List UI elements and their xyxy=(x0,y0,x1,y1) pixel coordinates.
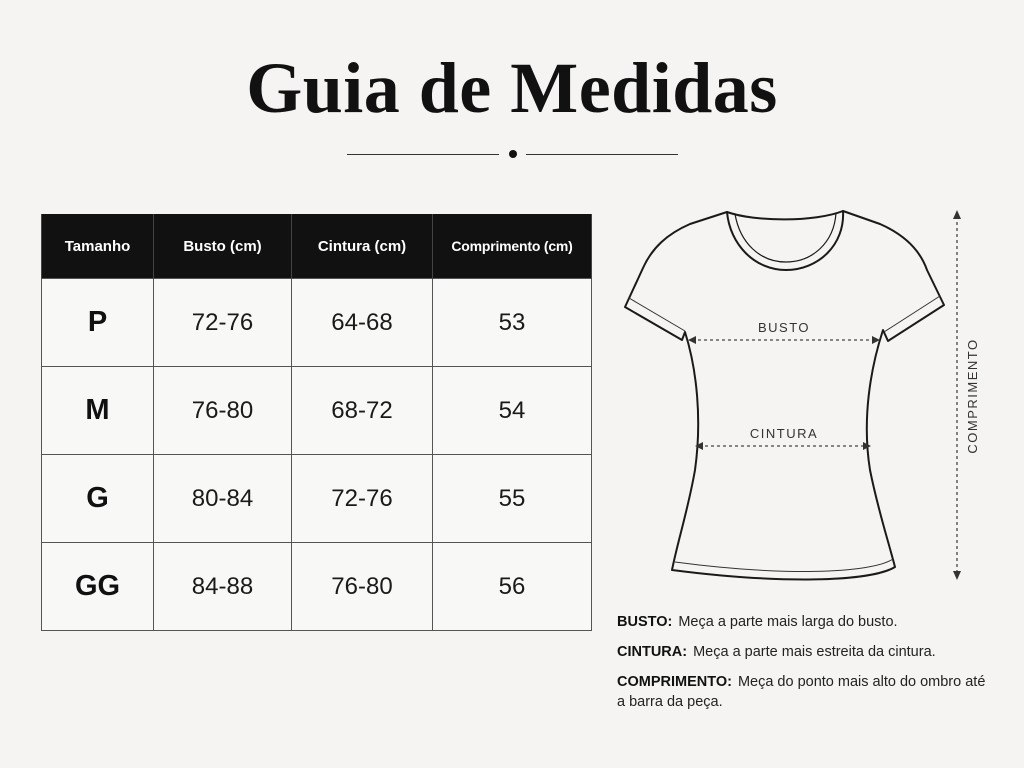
cintura-arrow-left xyxy=(695,442,703,450)
table-row xyxy=(42,543,592,631)
size-cell: M xyxy=(42,367,154,455)
header-comprimento: Comprimento (cm) xyxy=(433,214,592,279)
measurement-notes xyxy=(617,612,997,722)
comprimento-cell: 54 xyxy=(433,367,592,455)
table-row xyxy=(42,367,592,455)
comprimento-cell: 55 xyxy=(433,455,592,543)
title-divider-left xyxy=(347,154,499,155)
note-text: Meça a parte mais estreita da cintura. xyxy=(693,644,936,660)
note-key: BUSTO: xyxy=(617,614,673,630)
busto-arrow-left xyxy=(688,336,696,344)
header-cintura: Cintura (cm) xyxy=(292,214,433,279)
note-key: CINTURA: xyxy=(617,644,688,660)
table-row xyxy=(42,279,592,367)
page-title: Guia de Medidas xyxy=(246,48,778,128)
title-divider-dot xyxy=(509,150,517,158)
shirt-hem xyxy=(675,559,893,571)
comprimento-arrow-top xyxy=(953,210,961,219)
note-busto xyxy=(617,612,997,632)
cintura-label: CINTURA xyxy=(749,426,819,441)
note-key: COMPRIMENTO: xyxy=(617,674,732,690)
table-row xyxy=(42,455,592,543)
tshirt-diagram xyxy=(600,195,1020,595)
note-comprimento xyxy=(617,672,997,712)
cintura-cell: 72-76 xyxy=(292,455,433,543)
header-busto: Busto (cm) xyxy=(154,214,292,279)
size-cell: P xyxy=(42,279,154,367)
cintura-cell: 76-80 xyxy=(292,543,433,631)
size-table xyxy=(41,214,592,631)
busto-label: BUSTO xyxy=(757,320,811,335)
note-text: Meça do ponto mais alto do ombro até a barra da peça. xyxy=(617,674,986,710)
busto-cell: 76-80 xyxy=(154,367,292,455)
comprimento-cell: 56 xyxy=(433,543,592,631)
comprimento-cell: 53 xyxy=(433,279,592,367)
note-text: Meça a parte mais larga do busto. xyxy=(678,614,898,630)
cintura-cell: 68-72 xyxy=(292,367,433,455)
note-cintura xyxy=(617,642,997,662)
header-tamanho: Tamanho xyxy=(42,214,154,279)
tshirt-outline xyxy=(625,211,944,579)
comprimento-arrow-bottom xyxy=(953,571,961,580)
comprimento-label: COMPRIMENTO xyxy=(965,338,980,454)
size-cell: G xyxy=(42,455,154,543)
table-header-row xyxy=(42,214,592,279)
busto-cell: 72-76 xyxy=(154,279,292,367)
title-divider-right xyxy=(526,154,678,155)
size-cell: GG xyxy=(42,543,154,631)
busto-cell: 84-88 xyxy=(154,543,292,631)
busto-cell: 80-84 xyxy=(154,455,292,543)
cintura-cell: 64-68 xyxy=(292,279,433,367)
